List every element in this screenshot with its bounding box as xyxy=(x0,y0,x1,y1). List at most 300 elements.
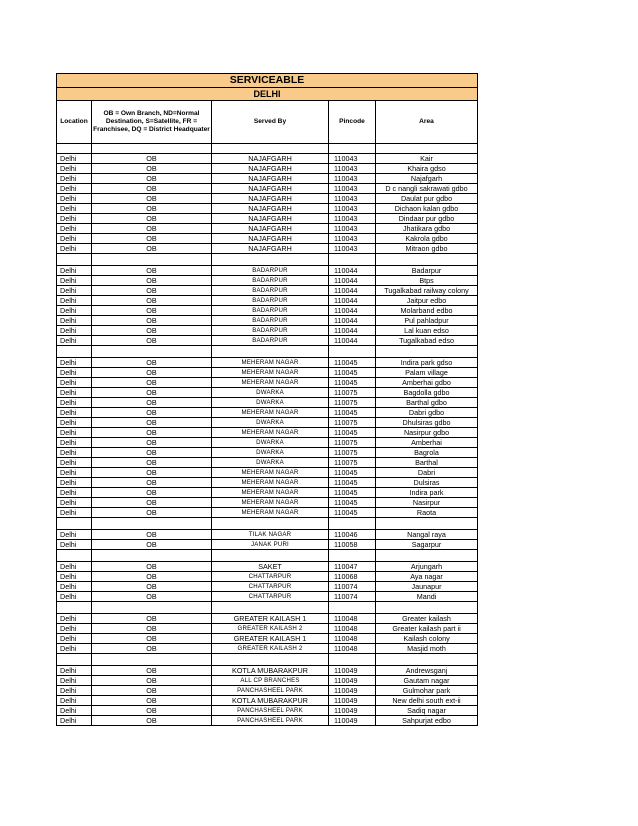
cell-pincode: 110044 xyxy=(329,286,376,296)
cell-pincode: 110048 xyxy=(329,644,376,654)
spacer-cell xyxy=(92,550,212,562)
cell-pincode: 110049 xyxy=(329,666,376,676)
table-row xyxy=(57,276,478,286)
table-row xyxy=(57,540,478,550)
table-row xyxy=(57,164,478,174)
table-row xyxy=(57,706,478,716)
cell-pincode: 110045 xyxy=(329,468,376,478)
header-type: OB = Own Branch, ND=Normal Destination, S=Satellite, FR = Franchisee, DQ = District Headquater xyxy=(92,101,212,144)
cell-location: Delhi xyxy=(57,194,92,204)
cell-area: Greater kailash xyxy=(376,614,478,624)
cell-served-by: BADARPUR xyxy=(212,296,329,306)
cell-area: Tugalkabad railway colony xyxy=(376,286,478,296)
table-row xyxy=(57,286,478,296)
cell-type: OB xyxy=(92,582,212,592)
cell-pincode: 110044 xyxy=(329,316,376,326)
cell-served-by: NAJAFGARH xyxy=(212,234,329,244)
cell-served-by: GREATER KAILASH 2 xyxy=(212,624,329,634)
cell-served-by: NAJAFGARH xyxy=(212,214,329,224)
cell-served-by: MEHERAM NAGAR xyxy=(212,408,329,418)
cell-area: Raota xyxy=(376,508,478,518)
table-row xyxy=(57,306,478,316)
cell-location: Delhi xyxy=(57,686,92,696)
cell-served-by: ALL CP BRANCHES xyxy=(212,676,329,686)
cell-pincode: 110045 xyxy=(329,408,376,418)
table-row xyxy=(57,634,478,644)
cell-type: OB xyxy=(92,418,212,428)
cell-area: Pul pahladpur xyxy=(376,316,478,326)
table-row xyxy=(57,398,478,408)
cell-served-by: PANCHASHEEL PARK xyxy=(212,686,329,696)
table-row xyxy=(57,572,478,582)
spacer-row xyxy=(57,144,478,154)
table-row xyxy=(57,498,478,508)
cell-type: OB xyxy=(92,686,212,696)
cell-type: OB xyxy=(92,458,212,468)
cell-type: OB xyxy=(92,388,212,398)
cell-pincode: 110045 xyxy=(329,378,376,388)
table-row xyxy=(57,478,478,488)
cell-location: Delhi xyxy=(57,582,92,592)
cell-area: Nangal raya xyxy=(376,530,478,540)
cell-type: OB xyxy=(92,478,212,488)
spacer-cell xyxy=(376,602,478,614)
cell-pincode: 110075 xyxy=(329,458,376,468)
cell-pincode: 110049 xyxy=(329,696,376,706)
table-row xyxy=(57,154,478,164)
cell-area: Sagarpur xyxy=(376,540,478,550)
cell-served-by: DWARKA xyxy=(212,448,329,458)
cell-pincode: 110046 xyxy=(329,530,376,540)
cell-location: Delhi xyxy=(57,184,92,194)
cell-area: Kair xyxy=(376,154,478,164)
cell-location: Delhi xyxy=(57,624,92,634)
cell-area: Lal kuan edso xyxy=(376,326,478,336)
cell-served-by: NAJAFGARH xyxy=(212,224,329,234)
table-row xyxy=(57,686,478,696)
cell-area: Jaitpur edbo xyxy=(376,296,478,306)
cell-pincode: 110049 xyxy=(329,676,376,686)
table-row xyxy=(57,418,478,428)
table-row xyxy=(57,448,478,458)
cell-location: Delhi xyxy=(57,164,92,174)
cell-pincode: 110043 xyxy=(329,174,376,184)
cell-type: OB xyxy=(92,498,212,508)
cell-type: OB xyxy=(92,706,212,716)
cell-type: OB xyxy=(92,540,212,550)
cell-area: Kailash colony xyxy=(376,634,478,644)
cell-pincode: 110047 xyxy=(329,562,376,572)
cell-pincode: 110043 xyxy=(329,234,376,244)
cell-area: Bagrola xyxy=(376,448,478,458)
cell-location: Delhi xyxy=(57,286,92,296)
table-row xyxy=(57,666,478,676)
cell-served-by: MEHERAM NAGAR xyxy=(212,368,329,378)
table-row xyxy=(57,194,478,204)
table-row xyxy=(57,388,478,398)
cell-served-by: NAJAFGARH xyxy=(212,204,329,214)
spacer-cell xyxy=(57,550,92,562)
table-row xyxy=(57,458,478,468)
spacer-row xyxy=(57,602,478,614)
spacer-row xyxy=(57,550,478,562)
cell-location: Delhi xyxy=(57,174,92,184)
table-row xyxy=(57,614,478,624)
cell-type: OB xyxy=(92,614,212,624)
cell-pincode: 110043 xyxy=(329,194,376,204)
table-row xyxy=(57,582,478,592)
spacer-row xyxy=(57,654,478,666)
cell-area: Andrewsganj xyxy=(376,666,478,676)
cell-area: Aya nagar xyxy=(376,572,478,582)
cell-served-by: DWARKA xyxy=(212,458,329,468)
spacer-cell xyxy=(92,346,212,358)
cell-served-by: JANAK PURI xyxy=(212,540,329,550)
cell-type: OB xyxy=(92,214,212,224)
cell-type: OB xyxy=(92,194,212,204)
table-row xyxy=(57,408,478,418)
table-row xyxy=(57,224,478,234)
cell-pincode: 110049 xyxy=(329,706,376,716)
cell-type: OB xyxy=(92,572,212,582)
table-row xyxy=(57,378,478,388)
cell-type: OB xyxy=(92,234,212,244)
cell-area: Amberhai xyxy=(376,438,478,448)
cell-type: OB xyxy=(92,488,212,498)
cell-location: Delhi xyxy=(57,530,92,540)
table-row xyxy=(57,234,478,244)
cell-pincode: 110075 xyxy=(329,398,376,408)
cell-area: Khaira gdso xyxy=(376,164,478,174)
cell-location: Delhi xyxy=(57,368,92,378)
spacer-cell xyxy=(57,346,92,358)
cell-pincode: 110045 xyxy=(329,358,376,368)
cell-location: Delhi xyxy=(57,478,92,488)
cell-type: OB xyxy=(92,378,212,388)
table-row xyxy=(57,214,478,224)
cell-pincode: 110044 xyxy=(329,266,376,276)
cell-served-by: GREATER KAILASH 2 xyxy=(212,644,329,654)
cell-served-by: MEHERAM NAGAR xyxy=(212,468,329,478)
cell-location: Delhi xyxy=(57,398,92,408)
cell-location: Delhi xyxy=(57,266,92,276)
cell-type: OB xyxy=(92,164,212,174)
cell-served-by: NAJAFGARH xyxy=(212,184,329,194)
cell-type: OB xyxy=(92,326,212,336)
cell-served-by: BADARPUR xyxy=(212,276,329,286)
table-row xyxy=(57,644,478,654)
spacer-cell xyxy=(212,602,329,614)
cell-served-by: KOTLA MUBARAKPUR xyxy=(212,696,329,706)
cell-area: Nasirpur gdbo xyxy=(376,428,478,438)
cell-location: Delhi xyxy=(57,438,92,448)
cell-area: Badarpur xyxy=(376,266,478,276)
spacer-cell xyxy=(57,518,92,530)
cell-type: OB xyxy=(92,428,212,438)
cell-area: Gautam nagar xyxy=(376,676,478,686)
cell-area: Sadiq nagar xyxy=(376,706,478,716)
cell-area: Barthal xyxy=(376,458,478,468)
cell-type: OB xyxy=(92,562,212,572)
spacer-cell xyxy=(57,144,92,154)
cell-location: Delhi xyxy=(57,488,92,498)
cell-served-by: CHATTARPUR xyxy=(212,582,329,592)
cell-served-by: MEHERAM NAGAR xyxy=(212,358,329,368)
cell-pincode: 110049 xyxy=(329,716,376,726)
cell-served-by: MEHERAM NAGAR xyxy=(212,478,329,488)
header-area: Area xyxy=(376,101,478,144)
cell-area: Molarband edbo xyxy=(376,306,478,316)
spacer-cell xyxy=(57,602,92,614)
sheet-subtitle: DELHI xyxy=(57,88,478,101)
spacer-cell xyxy=(329,518,376,530)
cell-served-by: NAJAFGARH xyxy=(212,154,329,164)
table-row xyxy=(57,266,478,276)
cell-type: OB xyxy=(92,368,212,378)
spacer-cell xyxy=(329,254,376,266)
table-row xyxy=(57,488,478,498)
cell-served-by: BADARPUR xyxy=(212,316,329,326)
spacer-cell xyxy=(376,654,478,666)
cell-served-by: CHATTARPUR xyxy=(212,572,329,582)
cell-pincode: 110049 xyxy=(329,686,376,696)
cell-location: Delhi xyxy=(57,614,92,624)
table-row xyxy=(57,530,478,540)
cell-pincode: 110074 xyxy=(329,592,376,602)
cell-area: Dabri gdbo xyxy=(376,408,478,418)
cell-area: Barthal gdbo xyxy=(376,398,478,408)
cell-pincode: 110048 xyxy=(329,614,376,624)
cell-pincode: 110043 xyxy=(329,154,376,164)
cell-location: Delhi xyxy=(57,154,92,164)
spacer-cell xyxy=(57,254,92,266)
cell-location: Delhi xyxy=(57,204,92,214)
cell-area: Jhatikara gdbo xyxy=(376,224,478,234)
header-location: Location xyxy=(57,101,92,144)
cell-location: Delhi xyxy=(57,214,92,224)
cell-location: Delhi xyxy=(57,676,92,686)
cell-area: Indira park gdso xyxy=(376,358,478,368)
cell-served-by: DWARKA xyxy=(212,418,329,428)
cell-location: Delhi xyxy=(57,706,92,716)
spacer-cell xyxy=(376,254,478,266)
cell-served-by: PANCHASHEEL PARK xyxy=(212,716,329,726)
cell-type: OB xyxy=(92,592,212,602)
cell-location: Delhi xyxy=(57,296,92,306)
cell-area: New delhi south ext-ii xyxy=(376,696,478,706)
spacer-cell xyxy=(92,654,212,666)
cell-served-by: DWARKA xyxy=(212,388,329,398)
cell-location: Delhi xyxy=(57,326,92,336)
cell-served-by: GREATER KAILASH 1 xyxy=(212,634,329,644)
cell-served-by: MEHERAM NAGAR xyxy=(212,378,329,388)
cell-served-by: BADARPUR xyxy=(212,266,329,276)
spacer-row xyxy=(57,346,478,358)
cell-pincode: 110075 xyxy=(329,388,376,398)
cell-pincode: 110075 xyxy=(329,438,376,448)
spacer-cell xyxy=(212,144,329,154)
cell-type: OB xyxy=(92,358,212,368)
table-row xyxy=(57,592,478,602)
subtitle-row xyxy=(57,88,478,101)
cell-type: OB xyxy=(92,174,212,184)
header-row xyxy=(57,101,478,144)
cell-pincode: 110043 xyxy=(329,214,376,224)
table-row xyxy=(57,368,478,378)
table-row xyxy=(57,428,478,438)
cell-served-by: DWARKA xyxy=(212,438,329,448)
cell-pincode: 110068 xyxy=(329,572,376,582)
cell-location: Delhi xyxy=(57,696,92,706)
cell-location: Delhi xyxy=(57,458,92,468)
cell-location: Delhi xyxy=(57,428,92,438)
cell-type: OB xyxy=(92,468,212,478)
cell-served-by: BADARPUR xyxy=(212,326,329,336)
cell-served-by: NAJAFGARH xyxy=(212,194,329,204)
table-row xyxy=(57,438,478,448)
cell-pincode: 110043 xyxy=(329,164,376,174)
cell-area: Mandi xyxy=(376,592,478,602)
header-served-by: Served By xyxy=(212,101,329,144)
cell-area: Nasirpur xyxy=(376,498,478,508)
cell-location: Delhi xyxy=(57,358,92,368)
cell-served-by: BADARPUR xyxy=(212,286,329,296)
spacer-cell xyxy=(92,254,212,266)
cell-area: Mitraon gdbo xyxy=(376,244,478,254)
spacer-cell xyxy=(376,346,478,358)
cell-pincode: 110045 xyxy=(329,368,376,378)
cell-location: Delhi xyxy=(57,378,92,388)
table-row xyxy=(57,336,478,346)
spacer-cell xyxy=(329,550,376,562)
cell-served-by: NAJAFGARH xyxy=(212,244,329,254)
cell-area: Tugalkabad edso xyxy=(376,336,478,346)
cell-area: D c nangli sakrawati gdbo xyxy=(376,184,478,194)
cell-type: OB xyxy=(92,508,212,518)
cell-type: OB xyxy=(92,666,212,676)
serviceable-sheet xyxy=(56,73,477,726)
header-pincode: Pincode xyxy=(329,101,376,144)
cell-type: OB xyxy=(92,634,212,644)
cell-pincode: 110075 xyxy=(329,418,376,428)
cell-pincode: 110043 xyxy=(329,204,376,214)
cell-served-by: PANCHASHEEL PARK xyxy=(212,706,329,716)
cell-location: Delhi xyxy=(57,336,92,346)
cell-served-by: NAJAFGARH xyxy=(212,164,329,174)
cell-pincode: 110075 xyxy=(329,448,376,458)
spacer-cell xyxy=(376,144,478,154)
table-row xyxy=(57,696,478,706)
cell-served-by: BADARPUR xyxy=(212,306,329,316)
spacer-cell xyxy=(212,346,329,358)
cell-area: Indira park xyxy=(376,488,478,498)
cell-area: Greater kailash part ii xyxy=(376,624,478,634)
cell-location: Delhi xyxy=(57,592,92,602)
cell-type: OB xyxy=(92,184,212,194)
serviceable-table xyxy=(56,73,478,726)
spacer-cell xyxy=(212,254,329,266)
spacer-cell xyxy=(329,346,376,358)
table-row xyxy=(57,624,478,634)
table-row xyxy=(57,204,478,214)
cell-type: OB xyxy=(92,448,212,458)
cell-pincode: 110058 xyxy=(329,540,376,550)
cell-location: Delhi xyxy=(57,716,92,726)
cell-type: OB xyxy=(92,408,212,418)
cell-pincode: 110044 xyxy=(329,326,376,336)
cell-served-by: MEHERAM NAGAR xyxy=(212,498,329,508)
cell-location: Delhi xyxy=(57,448,92,458)
cell-area: Dindaar pur gdbo xyxy=(376,214,478,224)
cell-type: OB xyxy=(92,306,212,316)
table-row xyxy=(57,296,478,306)
cell-area: Btps xyxy=(376,276,478,286)
spacer-cell xyxy=(92,602,212,614)
cell-location: Delhi xyxy=(57,306,92,316)
cell-type: OB xyxy=(92,224,212,234)
table-row xyxy=(57,184,478,194)
spacer-row xyxy=(57,518,478,530)
cell-location: Delhi xyxy=(57,572,92,582)
spacer-cell xyxy=(376,550,478,562)
cell-type: OB xyxy=(92,676,212,686)
cell-location: Delhi xyxy=(57,234,92,244)
cell-served-by: DWARKA xyxy=(212,398,329,408)
cell-type: OB xyxy=(92,316,212,326)
cell-type: OB xyxy=(92,624,212,634)
cell-served-by: GREATER KAILASH 1 xyxy=(212,614,329,624)
cell-served-by: NAJAFGARH xyxy=(212,174,329,184)
cell-type: OB xyxy=(92,276,212,286)
cell-type: OB xyxy=(92,286,212,296)
cell-area: Palam village xyxy=(376,368,478,378)
cell-area: Dhulsiras gdbo xyxy=(376,418,478,428)
cell-served-by: MEHERAM NAGAR xyxy=(212,488,329,498)
cell-pincode: 110044 xyxy=(329,276,376,286)
cell-pincode: 110043 xyxy=(329,244,376,254)
cell-pincode: 110045 xyxy=(329,498,376,508)
cell-location: Delhi xyxy=(57,540,92,550)
cell-type: OB xyxy=(92,154,212,164)
cell-pincode: 110045 xyxy=(329,478,376,488)
cell-type: OB xyxy=(92,204,212,214)
table-row xyxy=(57,174,478,184)
cell-pincode: 110048 xyxy=(329,634,376,644)
cell-location: Delhi xyxy=(57,388,92,398)
cell-type: OB xyxy=(92,296,212,306)
cell-served-by: CHATTARPUR xyxy=(212,592,329,602)
table-row xyxy=(57,676,478,686)
cell-pincode: 110043 xyxy=(329,184,376,194)
cell-location: Delhi xyxy=(57,276,92,286)
cell-location: Delhi xyxy=(57,408,92,418)
sheet-title: SERVICEABLE xyxy=(57,74,478,88)
cell-type: OB xyxy=(92,438,212,448)
cell-type: OB xyxy=(92,336,212,346)
cell-type: OB xyxy=(92,244,212,254)
cell-location: Delhi xyxy=(57,644,92,654)
cell-area: Amberhai gdbo xyxy=(376,378,478,388)
table-row xyxy=(57,562,478,572)
spacer-cell xyxy=(329,144,376,154)
cell-type: OB xyxy=(92,530,212,540)
cell-pincode: 110044 xyxy=(329,306,376,316)
cell-type: OB xyxy=(92,696,212,706)
cell-type: OB xyxy=(92,644,212,654)
cell-area: Arjungarh xyxy=(376,562,478,572)
spacer-cell xyxy=(57,654,92,666)
cell-pincode: 110045 xyxy=(329,428,376,438)
